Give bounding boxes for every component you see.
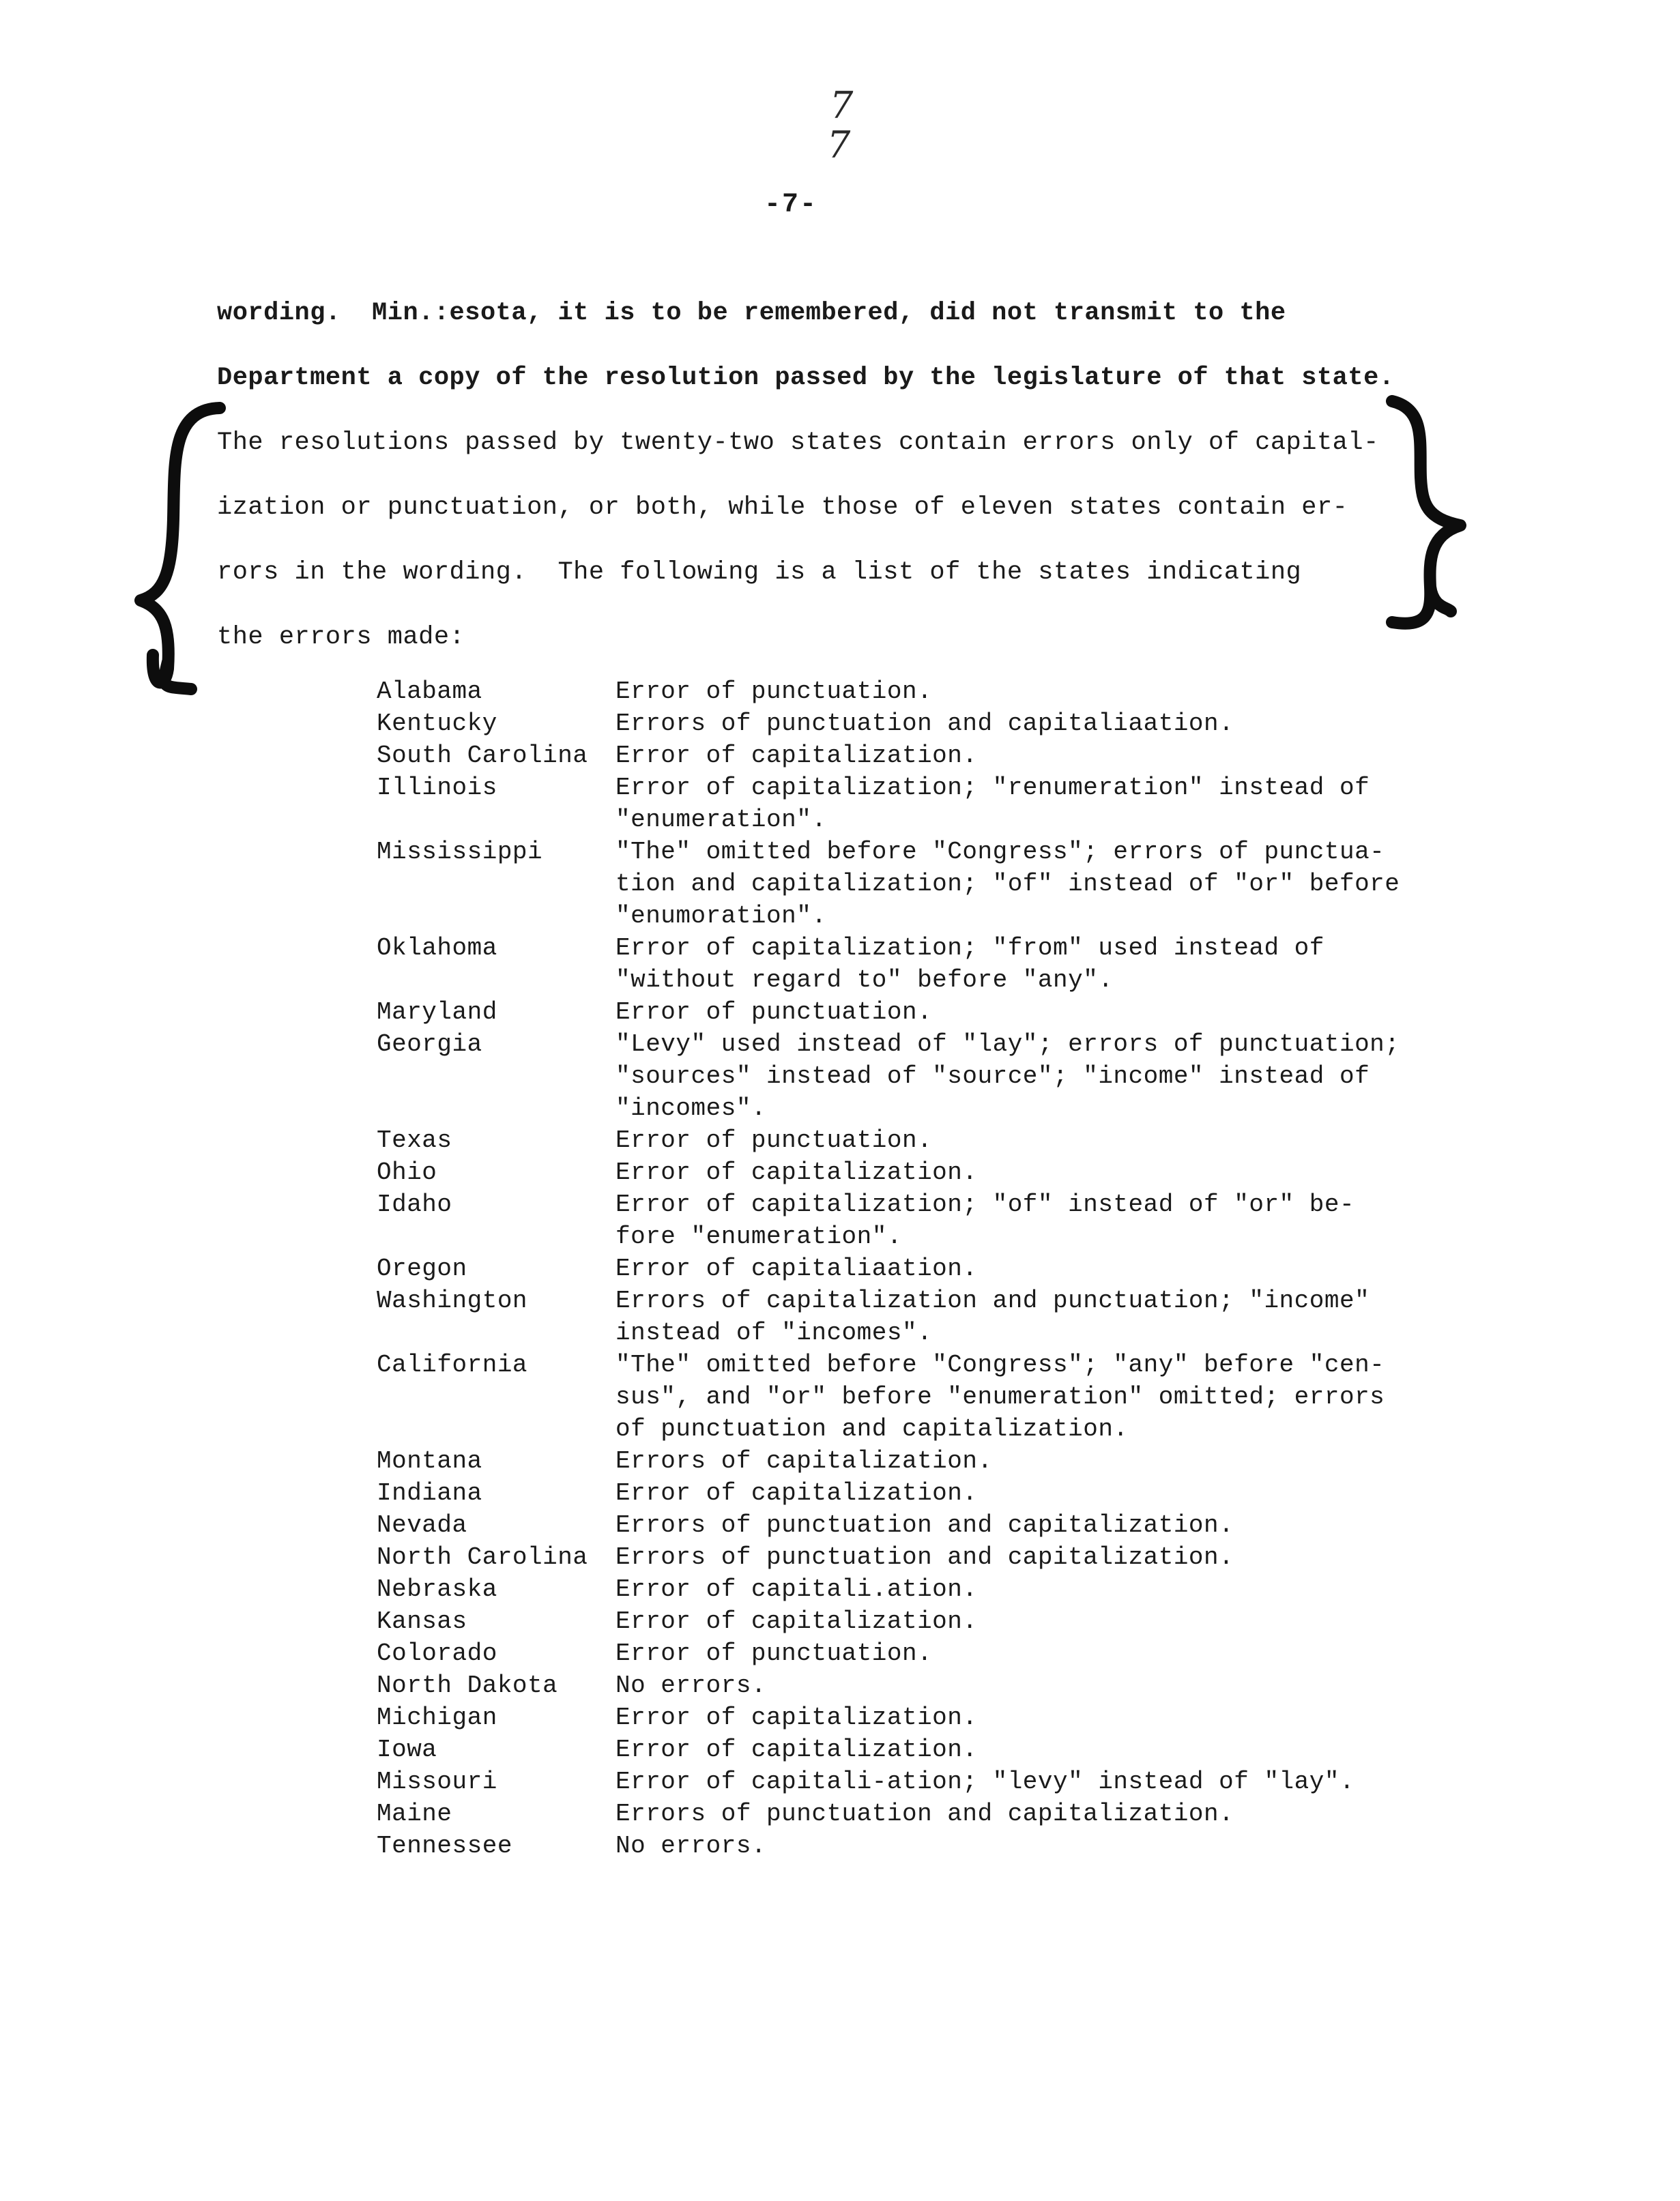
list-item: [377, 1445, 1468, 1477]
state-name: Montana: [377, 1447, 482, 1475]
error-description: [615, 1573, 1468, 1605]
error-description-line: Error of capitali.ation.: [615, 1575, 978, 1603]
error-description: [615, 1637, 1468, 1670]
error-description-line: Errors of punctuation and capitalization.: [615, 1511, 1234, 1539]
list-item: [377, 1477, 1468, 1509]
error-description: [615, 1605, 1468, 1637]
paragraph-line: ization or punctuation, or both, while those of eleven states contain er-: [217, 493, 1348, 522]
state-name: Indiana: [377, 1479, 482, 1507]
state-name: Idaho: [377, 1191, 452, 1219]
intro-paragraph: [217, 281, 1445, 670]
error-description: [615, 996, 1468, 1028]
state-name: Michigan: [377, 1704, 497, 1732]
list-item: [377, 1349, 1468, 1445]
state-name: Washington: [377, 1287, 528, 1315]
error-description-line: "enumeration".: [615, 806, 827, 834]
list-item: [377, 932, 1468, 996]
state-name: South Carolina: [377, 742, 588, 770]
state-name: California: [377, 1351, 528, 1379]
error-description: [615, 1285, 1468, 1349]
error-description-line: "without regard to" before "any".: [615, 966, 1114, 994]
error-description-line: fore "enumeration".: [615, 1223, 902, 1251]
list-item: [377, 675, 1468, 708]
state-name: Oklahoma: [377, 934, 497, 962]
list-item: [377, 1670, 1468, 1702]
error-description: [615, 1189, 1468, 1253]
error-description: [615, 1702, 1468, 1734]
state-name: North Dakota: [377, 1672, 558, 1700]
list-item: [377, 1798, 1468, 1830]
error-description: [615, 675, 1468, 708]
state-name: Kansas: [377, 1607, 467, 1635]
state-name: Texas: [377, 1126, 452, 1154]
error-description: [615, 1509, 1468, 1541]
left-brace-mark: [141, 408, 220, 689]
list-item: [377, 772, 1468, 836]
paragraph-line: rors in the wording. The following is a list of the states indicating: [217, 558, 1302, 587]
error-description-line: tion and capitalization; "of" instead of "or" before: [615, 870, 1400, 898]
state-name: Colorado: [377, 1639, 497, 1667]
paragraph-line: wording. Min.:esota, it is to be remembered, did not transmit to the: [217, 299, 1286, 327]
error-description: [615, 1477, 1468, 1509]
list-item: [377, 1028, 1468, 1124]
error-description-line: "sources" instead of "source"; "income" instead of: [615, 1062, 1370, 1090]
error-description: [615, 1541, 1468, 1573]
state-name: Illinois: [377, 774, 497, 802]
state-name: North Carolina: [377, 1543, 588, 1571]
error-description-line: Errors of punctuation and capitalization.: [615, 1800, 1234, 1828]
error-description-line: Errors of capitalization and punctuation; "income": [615, 1287, 1370, 1315]
state-name: Maine: [377, 1800, 452, 1828]
error-description-line: No errors.: [615, 1672, 767, 1700]
state-error-list: [377, 675, 1468, 1862]
error-description-line: No errors.: [615, 1832, 767, 1860]
error-description: [615, 1156, 1468, 1189]
error-description: [615, 740, 1468, 772]
list-item: [377, 1124, 1468, 1156]
error-description-line: Error of capitalization.: [615, 1158, 978, 1186]
error-description-line: sus", and "or" before "enumeration" omitted; errors: [615, 1383, 1385, 1411]
error-description: [615, 1798, 1468, 1830]
page-number: -7-: [764, 190, 818, 220]
error-description: [615, 708, 1468, 740]
error-description: [615, 836, 1468, 932]
error-description-line: Errors of punctuation and capitalization.: [615, 1543, 1234, 1571]
error-description-line: Error of capitalization; "of" instead of "or" be-: [615, 1191, 1355, 1219]
error-description-line: instead of "incomes".: [615, 1319, 933, 1347]
error-description: [615, 1253, 1468, 1285]
list-item: [377, 1830, 1468, 1862]
error-description-line: Error of punctuation.: [615, 998, 933, 1026]
error-description: [615, 1766, 1468, 1798]
list-item: [377, 836, 1468, 932]
handwritten-page-mark: 7: [827, 123, 851, 166]
error-description-line: Error of punctuation.: [615, 1126, 933, 1154]
list-item: [377, 1285, 1468, 1349]
state-name: Alabama: [377, 677, 482, 705]
list-item: [377, 996, 1468, 1028]
state-name: Maryland: [377, 998, 497, 1026]
error-description-line: Error of capitalization.: [615, 742, 978, 770]
list-item: [377, 740, 1468, 772]
error-description-line: Error of punctuation.: [615, 1639, 933, 1667]
state-name: Oregon: [377, 1255, 467, 1283]
list-item: [377, 1637, 1468, 1670]
handwritten-page-mark: 7: [830, 84, 854, 127]
list-item: [377, 1509, 1468, 1541]
state-name: Tennessee: [377, 1832, 512, 1860]
error-description-line: "The" omitted before "Congress"; "any" before "cen-: [615, 1351, 1385, 1379]
state-name: Missouri: [377, 1768, 497, 1796]
error-description-line: "The" omitted before "Congress"; errors of punctua-: [615, 838, 1385, 866]
error-description-line: Error of capitalization.: [615, 1479, 978, 1507]
error-description-line: "Levy" used instead of "lay"; errors of punctuation;: [615, 1030, 1400, 1058]
state-name: Ohio: [377, 1158, 437, 1186]
error-description: [615, 1445, 1468, 1477]
error-description-line: Error of capitali-ation; "levy" instead of "lay".: [615, 1768, 1355, 1796]
list-item: [377, 1253, 1468, 1285]
list-item: [377, 1156, 1468, 1189]
error-description-line: Error of capitaliaation.: [615, 1255, 978, 1283]
error-description-line: Error of capitalization.: [615, 1704, 978, 1732]
list-item: [377, 1702, 1468, 1734]
state-name: Mississippi: [377, 838, 543, 866]
error-description: [615, 1734, 1468, 1766]
list-item: [377, 708, 1468, 740]
error-description-line: Errors of capitalization.: [615, 1447, 993, 1475]
list-item: [377, 1573, 1468, 1605]
error-description: [615, 1124, 1468, 1156]
error-description: [615, 772, 1468, 836]
list-item: [377, 1605, 1468, 1637]
state-name: Nevada: [377, 1511, 467, 1539]
list-item: [377, 1734, 1468, 1766]
error-description-line: of punctuation and capitalization.: [615, 1415, 1129, 1443]
error-description-line: Error of capitalization; "renumeration" instead of: [615, 774, 1370, 802]
paragraph-line: The resolutions passed by twenty-two states contain errors only of capital-: [217, 428, 1379, 457]
error-description-line: "incomes".: [615, 1094, 767, 1122]
error-description-line: Error of capitalization.: [615, 1736, 978, 1764]
error-description: [615, 1670, 1468, 1702]
list-item: [377, 1541, 1468, 1573]
error-description-line: Errors of punctuation and capitaliaation.: [615, 710, 1234, 738]
error-description: [615, 1349, 1468, 1445]
list-item: [377, 1766, 1468, 1798]
state-name: Kentucky: [377, 710, 497, 738]
state-name: Iowa: [377, 1736, 437, 1764]
error-description-line: "enumoration".: [615, 902, 827, 930]
error-description-line: Error of capitalization.: [615, 1607, 978, 1635]
error-description: [615, 932, 1468, 996]
state-name: Georgia: [377, 1030, 482, 1058]
error-description: [615, 1830, 1468, 1862]
paragraph-line: the errors made:: [217, 623, 465, 652]
error-description-line: Error of capitalization; "from" used instead of: [615, 934, 1324, 962]
state-name: Nebraska: [377, 1575, 497, 1603]
paragraph-line: Department a copy of the resolution passed by the legislature of that state.: [217, 364, 1395, 392]
error-description-line: Error of punctuation.: [615, 677, 933, 705]
error-description: [615, 1028, 1468, 1124]
list-item: [377, 1189, 1468, 1253]
